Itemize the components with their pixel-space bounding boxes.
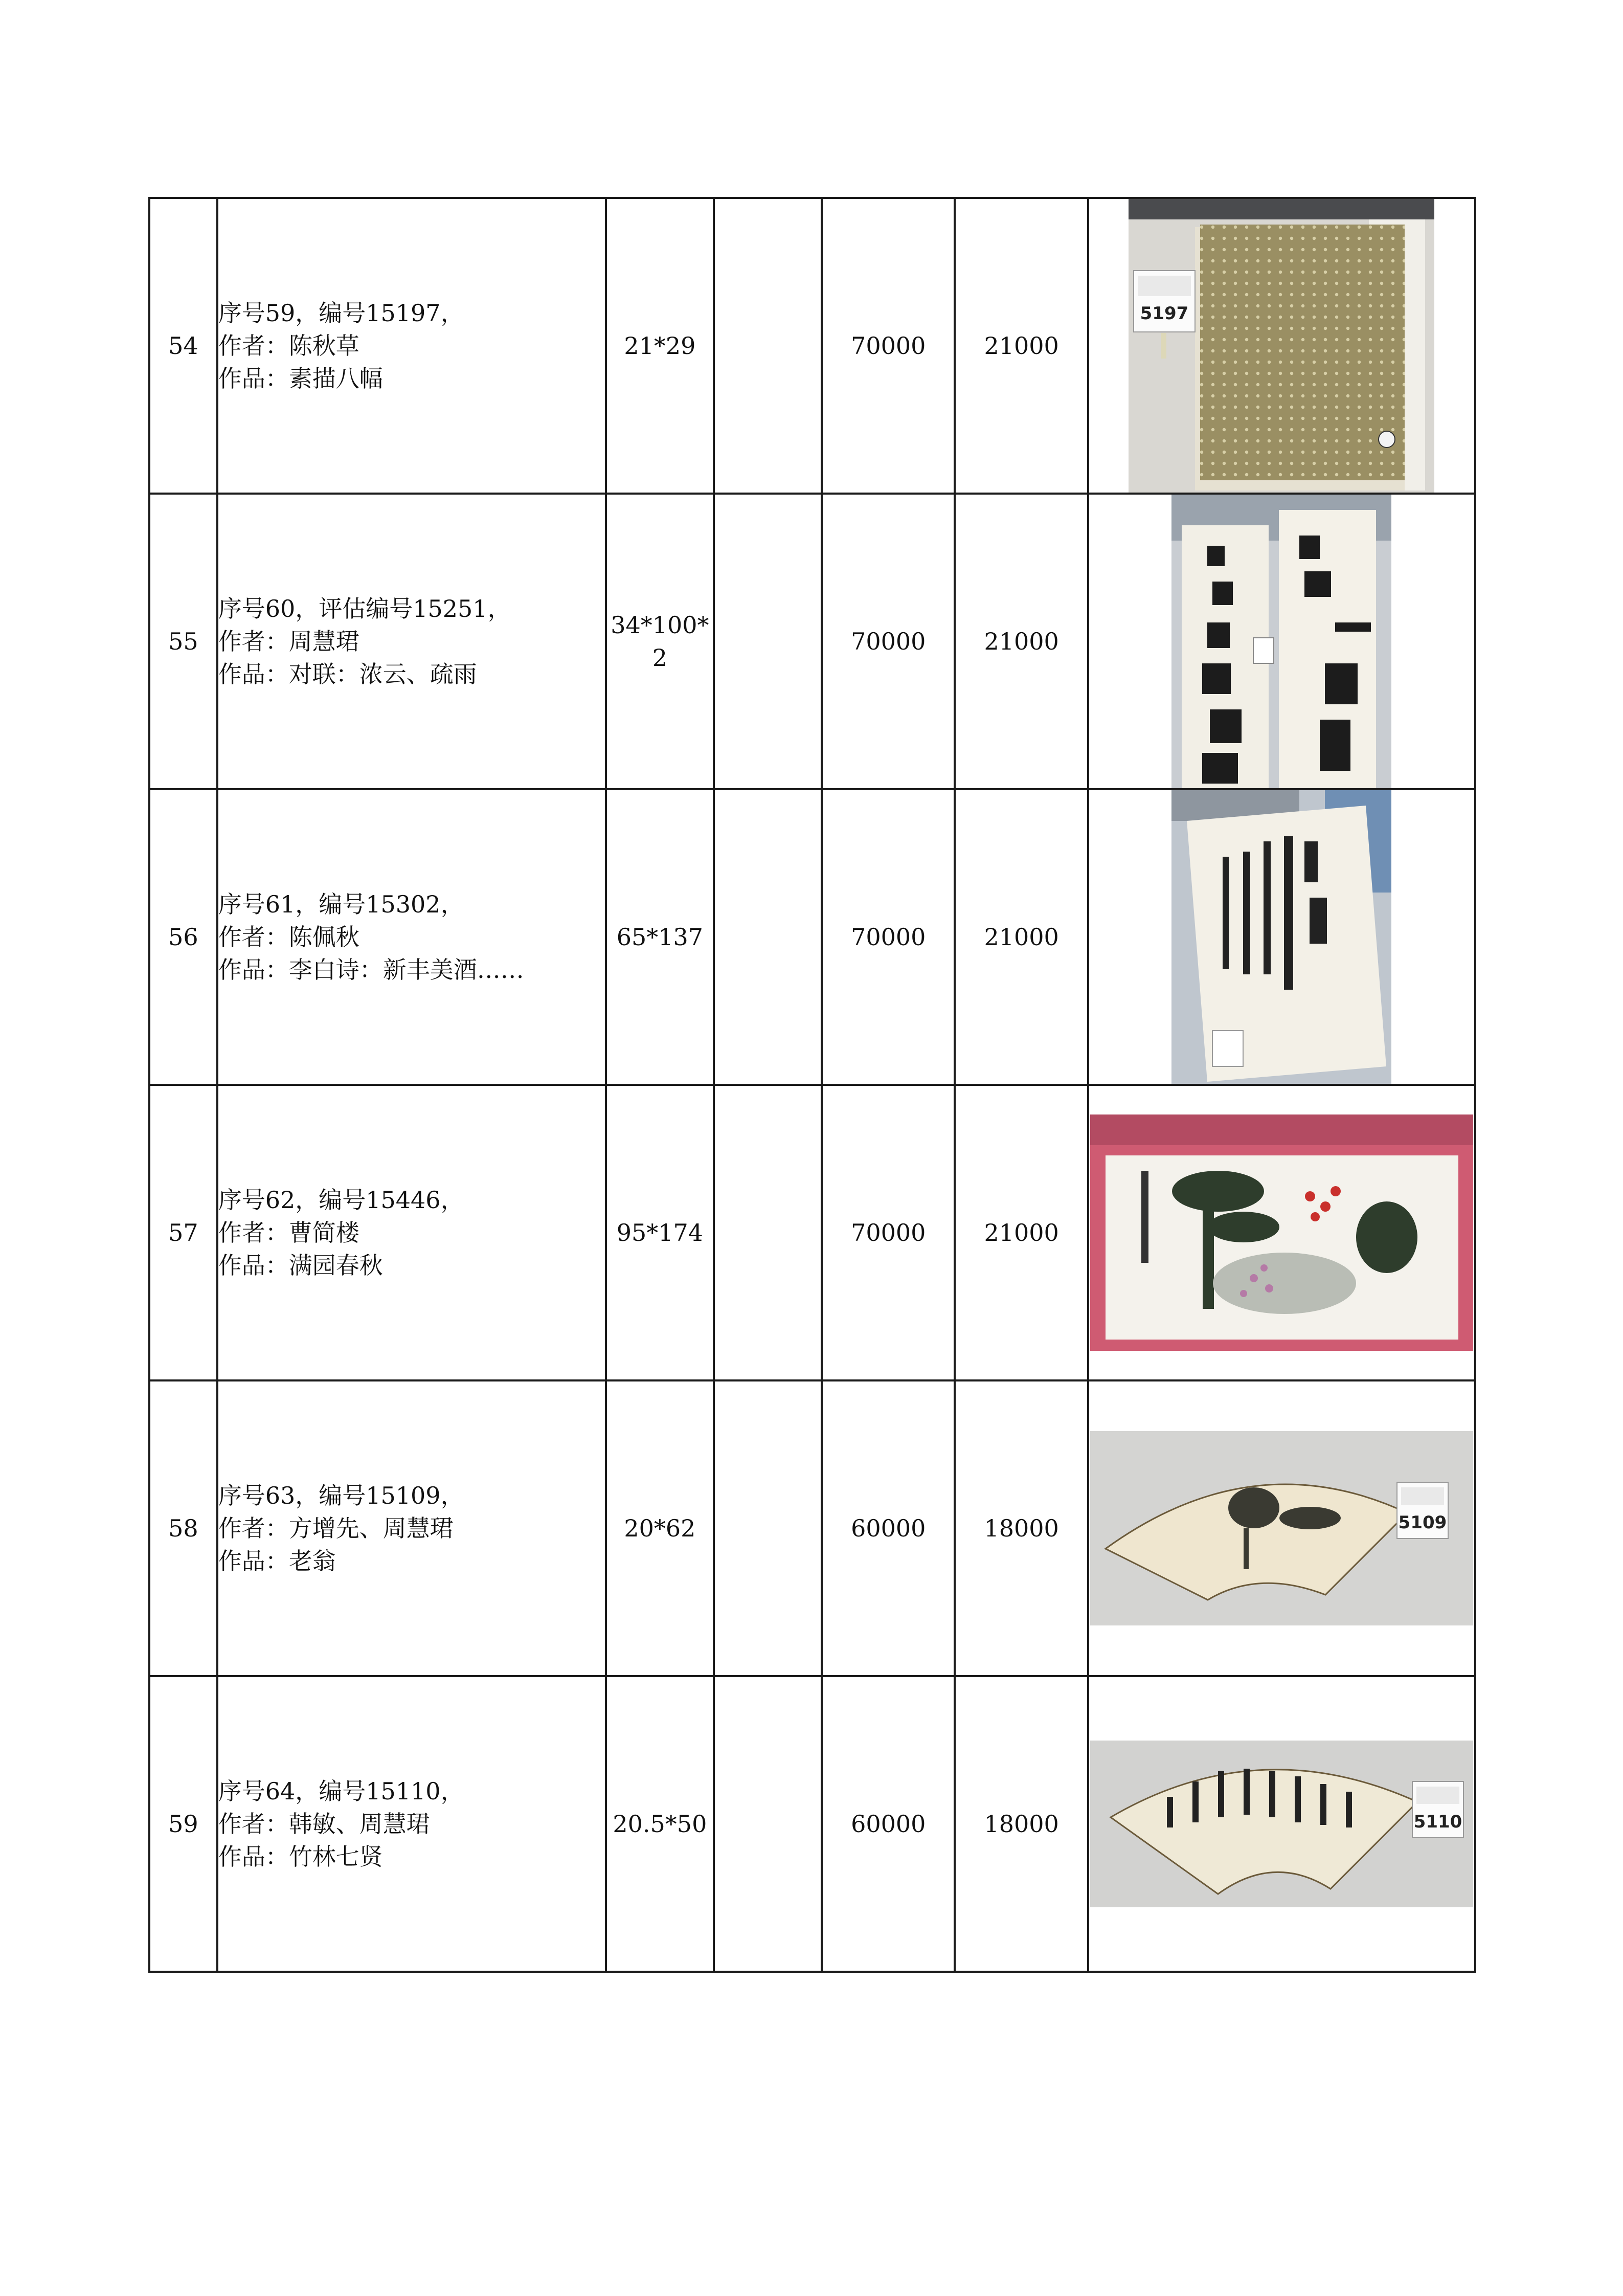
row-size: 34*100*2: [606, 494, 714, 789]
row-photo-cell: [1088, 789, 1475, 1085]
artwork-line: 作品：竹林七贤: [218, 1843, 383, 1870]
row-estimate: 70000: [822, 198, 955, 494]
artist-line: 作者：曹简楼: [218, 1219, 359, 1246]
row-index: 54: [149, 198, 217, 494]
row-photo-cell: [1088, 1380, 1475, 1676]
row-blank-cell: [714, 1676, 822, 1972]
row-description: [217, 1085, 606, 1380]
row-description: [217, 494, 606, 789]
row-estimate: 60000: [822, 1380, 955, 1676]
row-starting-price: 21000: [955, 789, 1088, 1085]
row-blank-cell: [714, 198, 822, 494]
row-estimate: 70000: [822, 1085, 955, 1380]
row-blank-cell: [714, 1380, 822, 1676]
artist-line: 作者：方增先、周慧珺: [218, 1514, 454, 1542]
row-starting-price: 18000: [955, 1676, 1088, 1972]
row-index: 57: [149, 1085, 217, 1380]
artist-line: 作者：陈秋草: [218, 332, 359, 360]
lot-number-line: 序号61，编号15302，: [218, 890, 464, 918]
svg-text:5197: 5197: [1140, 303, 1189, 324]
lot-number-line: 序号62，编号15446，: [218, 1186, 464, 1214]
lot-number-line: 序号64，编号15110，: [218, 1777, 464, 1805]
calligraphy-fan-photo-icon: [1090, 1741, 1473, 1907]
row-blank-cell: [714, 494, 822, 789]
row-size: 65*137: [606, 789, 714, 1085]
row-photo-cell: [1088, 198, 1475, 494]
row-description: [217, 789, 606, 1085]
lot-number-line: 序号63，编号15109，: [218, 1482, 464, 1509]
row-description: [217, 1676, 606, 1972]
row-size: 20.5*50: [606, 1676, 714, 1972]
table-row: [149, 1380, 1475, 1676]
row-size: 95*174: [606, 1085, 714, 1380]
artist-line: 作者：韩敏、周慧珺: [218, 1810, 430, 1838]
row-blank-cell: [714, 789, 822, 1085]
artwork-line: 作品：对联：浓云、疏雨: [218, 660, 477, 688]
row-estimate: 70000: [822, 789, 955, 1085]
row-description: [217, 1380, 606, 1676]
sketch-album-photo-icon: [1129, 199, 1434, 493]
painted-fan-photo-icon: [1090, 1431, 1473, 1625]
row-size: 21*29: [606, 198, 714, 494]
row-index: 58: [149, 1380, 217, 1676]
row-photo-cell: [1088, 494, 1475, 789]
row-description: [217, 198, 606, 494]
artwork-line: 作品：满园春秋: [218, 1252, 383, 1279]
calligraphy-scroll-photo-icon: [1171, 790, 1391, 1084]
row-photo-cell: [1088, 1085, 1475, 1380]
row-blank-cell: [714, 1085, 822, 1380]
artist-line: 作者：周慧珺: [218, 628, 359, 655]
row-size: 20*62: [606, 1380, 714, 1676]
row-photo-cell: [1088, 1676, 1475, 1972]
landscape-painting-photo-icon: [1090, 1114, 1473, 1351]
table-row: [149, 494, 1475, 789]
artwork-line: 作品：素描八幅: [218, 365, 383, 392]
table-row: [149, 1085, 1475, 1380]
row-estimate: 70000: [822, 494, 955, 789]
artwork-line: 作品：老翁: [218, 1547, 336, 1575]
svg-text:5110: 5110: [1413, 1812, 1462, 1832]
table-row: [149, 198, 1475, 494]
table-row: [149, 789, 1475, 1085]
row-estimate: 60000: [822, 1676, 955, 1972]
artist-line: 作者：陈佩秋: [218, 923, 359, 951]
row-starting-price: 21000: [955, 198, 1088, 494]
row-index: 55: [149, 494, 217, 789]
row-starting-price: 21000: [955, 494, 1088, 789]
svg-text:5109: 5109: [1398, 1512, 1447, 1533]
lot-number-line: 序号59，编号15197，: [218, 299, 464, 327]
table-row: [149, 1676, 1475, 1972]
artwork-line: 作品：李白诗：新丰美酒……: [218, 956, 524, 984]
calligraphy-couplet-photo-icon: [1171, 495, 1391, 788]
catalog-table: [148, 197, 1476, 1973]
row-starting-price: 21000: [955, 1085, 1088, 1380]
row-index: 56: [149, 789, 217, 1085]
row-starting-price: 18000: [955, 1380, 1088, 1676]
lot-number-line: 序号60，评估编号15251，: [218, 595, 511, 622]
row-index: 59: [149, 1676, 217, 1972]
